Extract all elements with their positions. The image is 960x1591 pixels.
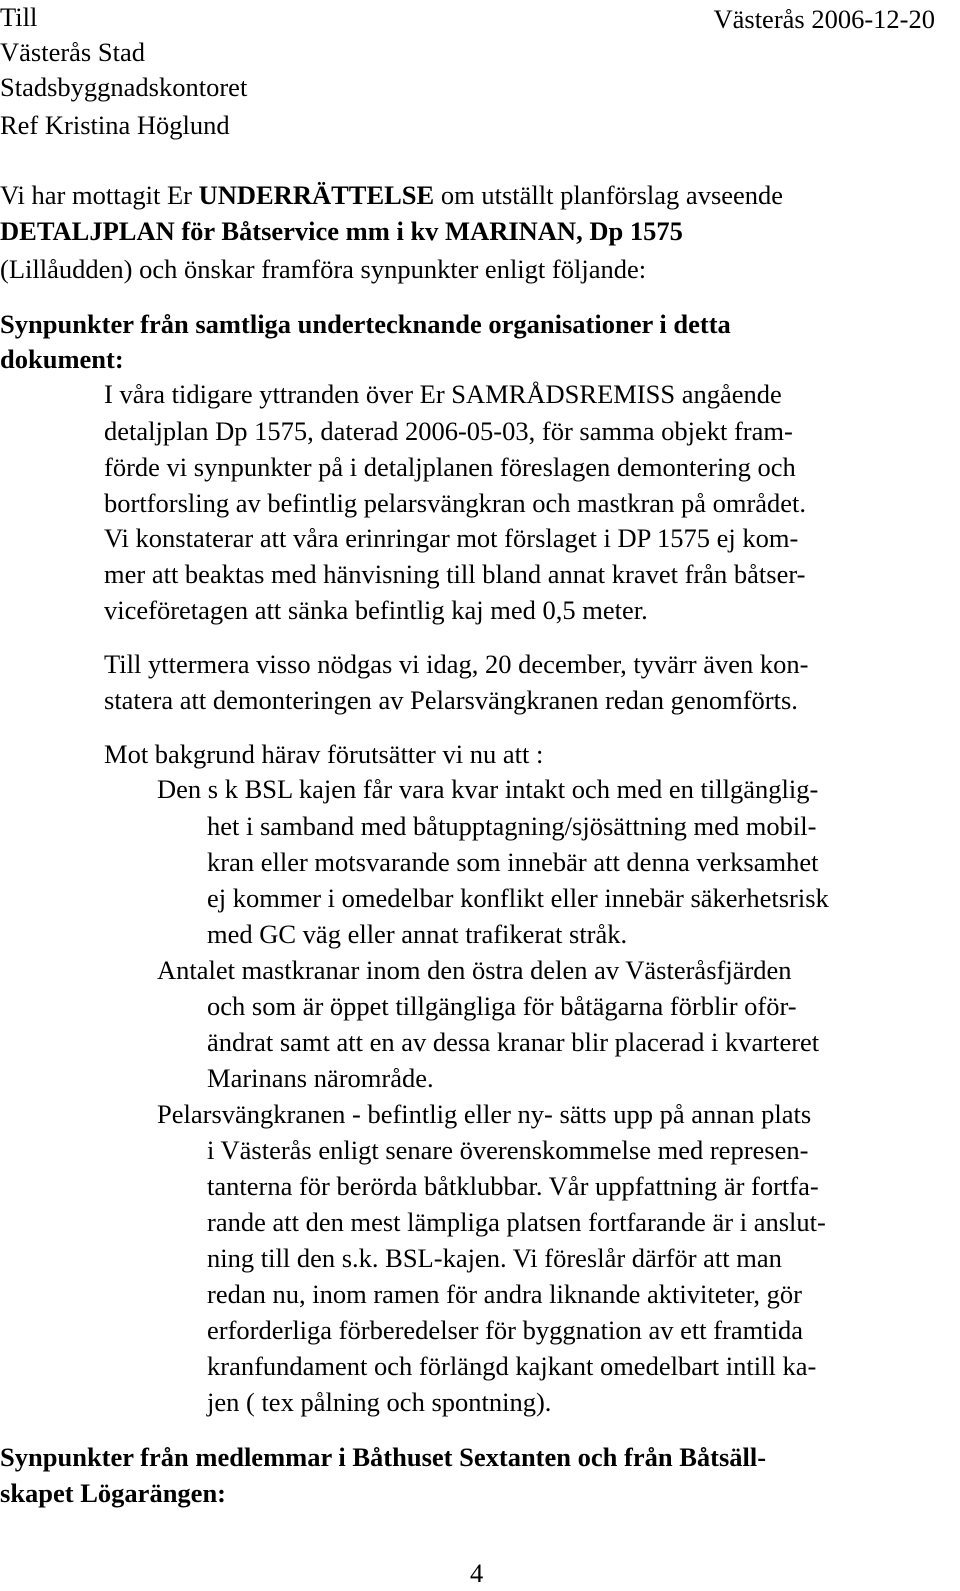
list-item-3-line-9: jen ( tex pålning och spontning).	[207, 1387, 552, 1417]
recipient-label: Till	[0, 2, 38, 32]
heading-2-line-2: skapet Lögarängen:	[0, 1478, 227, 1508]
list-item-3-line-3: tanterna för berörda båtklubbar. Vår uppfattning är fortfa-	[207, 1171, 819, 1201]
para-1-line-6: mer att beaktas med hänvisning till bland annat kravet från båtser-	[104, 559, 806, 589]
list-item-3-line-7: erforderliga förberedelser för byggnation av ett framtida	[207, 1315, 803, 1345]
heading-1-line-2: dokument:	[0, 344, 124, 374]
para-1-line-1: I våra tidigare yttranden över Er SAMRÅDSREMISS angående	[104, 379, 782, 409]
list-item-2-line-3: ändrat samt att en av dessa kranar blir placerad i kvarteret	[207, 1027, 820, 1057]
intro-line-3: (Lillåudden) och önskar framföra synpunkter enligt följande:	[0, 254, 647, 284]
list-item-3-line-8: kranfundament och förlängd kajkant omedelbart intill ka-	[207, 1351, 817, 1381]
para-1-line-4: bortforsling av befintlig pelarsvängkran och mastkran på området.	[104, 488, 807, 518]
list-item-1-line-5: med GC väg eller annat trafikerat stråk.	[207, 919, 628, 949]
para-1-line-3: förde vi synpunkter på i detaljplanen föreslagen demontering och	[104, 452, 796, 482]
list-item-3-line-6: redan nu, inom ramen för andra liknande aktiviteter, gör	[207, 1279, 802, 1309]
addressee-line-1: Västerås Stad	[0, 37, 145, 67]
page-number: 4	[470, 1558, 484, 1588]
list-item-2-line-4: Marinans närområde.	[207, 1063, 434, 1093]
para-1-line-5: Vi konstaterar att våra erinringar mot förslaget i DP 1575 ej kom-	[104, 523, 799, 553]
date-line: Västerås 2006-12-20	[713, 4, 935, 34]
intro-line-2: DETALJPLAN för Båtservice mm i kv MARINAN, Dp 1575	[0, 216, 683, 246]
addressee-line-2: Stadsbyggnadskontoret	[0, 72, 248, 102]
list-item-3-line-4: rande att den mest lämpliga platsen fortfarande är i anslut-	[207, 1207, 826, 1237]
list-item-1-line-3: kran eller motsvarande som innebär att denna verksamhet	[207, 847, 819, 877]
list-item-2-line-1: Antalet mastkranar inom den östra delen av Västeråsfjärden	[157, 955, 792, 985]
para-1-line-7: viceföretagen att sänka befintlig kaj med 0,5 meter.	[104, 595, 648, 625]
list-item-3-line-1: Pelarsvängkranen - befintlig eller ny- sätts upp på annan plats	[157, 1099, 812, 1129]
heading-1-line-1: Synpunkter från samtliga undertecknande organisationer i detta	[0, 309, 731, 339]
para-3: Mot bakgrund härav förutsätter vi nu att :	[104, 739, 544, 769]
intro-line-1: Vi har mottagit Er UNDERRÄTTELSE om utställt planförslag avseende	[0, 180, 784, 210]
heading-2-line-1: Synpunkter från medlemmar i Båthuset Sextanten och från Båtsäll-	[0, 1442, 767, 1472]
list-item-1-line-4: ej kommer i omedelbar konflikt eller innebär säkerhetsrisk	[207, 883, 829, 913]
addressee-line-3: Ref Kristina Höglund	[0, 110, 230, 140]
para-1-line-2: detaljplan Dp 1575, daterad 2006-05-03, för samma objekt fram-	[104, 416, 793, 446]
para-2-line-1: Till yttermera visso nödgas vi idag, 20 december, tyvärr även kon-	[104, 649, 809, 679]
list-item-2-line-2: och som är öppet tillgängliga för båtägarna förblir oför-	[207, 991, 797, 1021]
list-item-3-line-2: i Västerås enligt senare överenskommelse med represen-	[207, 1135, 809, 1165]
list-item-3-line-5: ning till den s.k. BSL-kajen. Vi föreslår därför att man	[207, 1243, 782, 1273]
list-item-1-line-2: het i samband med båtupptagning/sjösättning med mobil-	[207, 811, 817, 841]
list-item-1-line-1: Den s k BSL kajen får vara kvar intakt och med en tillgänglig-	[157, 774, 819, 804]
para-2-line-2: statera att demonteringen av Pelarsvängkranen redan genomförts.	[104, 685, 798, 715]
